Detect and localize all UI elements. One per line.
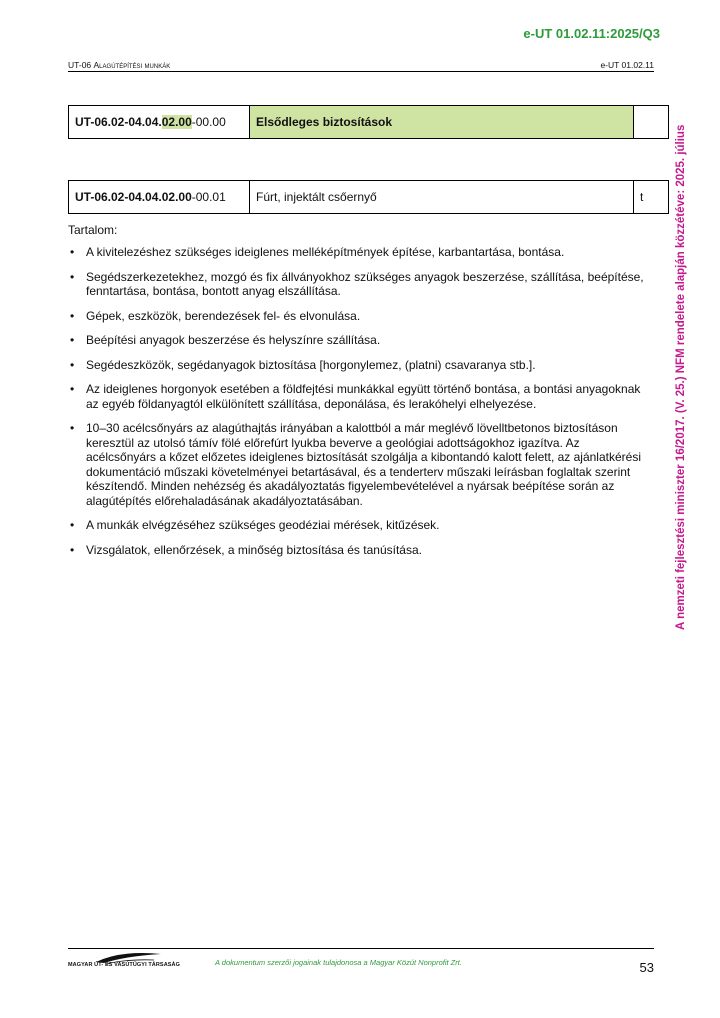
section-table xyxy=(68,105,669,139)
list-item: • A kivitelezéshez szükséges ideiglenes melléképítmények építése, karbantartása, bontása. xyxy=(70,245,565,259)
item-code xyxy=(69,181,250,214)
list-item: • 10–30 acélcsőnyárs az alagúthajtás irányában a kalottból a már meglévő lövelltbetonos biztosításon keresztül az utolsó támív fölé előrefúrt lyukba beverve a geológiai adottságokhoz igazítva. Az acélcsőnyárs a kőzet előzetes ideiglenes biztosítását szolgálja a kibontandó kalott felett, az ajánlatkérési dokumentáció műszaki követelményei betartásával, és a tenderterv műszaki leírásban foglaltak szerint készítendő. Minden nehézség és akadályoztatás figyelembevételével a nyársak beépítése során az alagútépítés előrehaladásának akadályoztatásában. xyxy=(70,421,641,508)
list-item: • Az ideiglenes horgonyok esetében a földfejtési munkákkal együtt történő bontása, a bontási anyagoknak az egyéb földanyagtól elkülönített szállítása, deponálása, és lerakóhelyi elhelyezése. xyxy=(70,382,641,411)
section-code-part1: UT-06.02-04.04. xyxy=(75,115,162,129)
header-doc-ref: e-UT 01.02.11 xyxy=(600,60,654,70)
section-code xyxy=(69,106,250,139)
header-section-title xyxy=(68,60,170,70)
section-unit-cell xyxy=(634,106,669,139)
list-item-text: Segédszerkezetekhez, mozgó és fix állványokhoz szükséges anyagok beszerzése, szállítása, beépítése, fenntartása, bontása, bontott anyag elszállítása. xyxy=(86,269,644,298)
copyright-notice: A dokumentum szerzői jogainak tulajdonosa a Magyar Közút Nonprofit Zrt. xyxy=(215,958,462,967)
list-item-text: Gépek, eszközök, berendezések fel- és elvonulása. xyxy=(86,308,361,323)
item-code-rest: -00.01 xyxy=(191,190,226,204)
content-label: Tartalom: xyxy=(68,223,118,237)
item-title: Fúrt, injektált csőernyő xyxy=(250,181,634,214)
list-item: • Beépítési anyagok beszerzése és helyszínre szállítása. xyxy=(70,333,381,347)
item-code-bold: UT-06.02-04.04.02.00 xyxy=(75,190,192,204)
list-item-text: A munkák elvégzéséhez szükséges geodéziai mérések, kitűzések. xyxy=(86,518,440,532)
list-item-text: Az ideiglenes horgonyok esetében a földfejtési munkákkal együtt történő bontása, a bontási anyagoknak az egyéb földanyagtól elkülönített szállítása, deponálása, és lerakóhelyi elhelyezése. xyxy=(86,382,641,411)
section-code-part2: 02.00 xyxy=(161,115,192,129)
list-item: • Vizsgálatok, ellenőrzések, a minőség biztosítása és tanúsítása. xyxy=(70,542,422,557)
page-number: 53 xyxy=(639,960,654,975)
document-code: e-UT 01.02.11:2025/Q3 xyxy=(523,26,660,41)
footer-divider xyxy=(68,948,654,949)
header-title: Alagútépítési munkák xyxy=(93,60,171,70)
item-table xyxy=(68,180,669,214)
society-name: MAGYAR ÚT- ÉS VASÚTÜGYI TÁRSASÁG xyxy=(68,962,180,968)
header-divider xyxy=(68,71,654,72)
header-prefix: UT-06 xyxy=(68,60,94,70)
list-item: • Segédeszközök, segédanyagok biztosítása [horgonylemez, (platni) csavaranya stb.]. xyxy=(70,357,536,372)
section-title: Elsődleges biztosítások xyxy=(250,106,634,139)
list-item-text: Vizsgálatok, ellenőrzések, a minőség biztosítása és tanúsítása. xyxy=(86,542,422,557)
item-unit: t xyxy=(634,181,669,214)
section-code-part3: -00.00 xyxy=(191,115,226,129)
side-publication-note: A nemzeti fejlesztési miniszter 16/2017. (V. 25.) NFM rendelete alapján közzétéve: 2025. július xyxy=(675,124,687,630)
list-item-text: 10–30 acélcsőnyárs az alagúthajtás irányában a kalottból a már meglévő lövelltbetonos biztosításon keresztül az utolsó támív fölé előrefúrt lyukba beverve a geológiai adottságokhoz igazítva. Az acélcsőnyárs a kőzet előzetes ideiglenes biztosítását szolgálja a kibontandó kalott felett, az ajánlatkérési dokumentáció műszaki követelményei betartásával, és a tenderterv műszaki leírásban foglaltak szerint készítendő. Minden nehézség és akadályoztatás figyelembevételével a nyársak beépítése során az alagútépítés előrehaladásának akadályoztatásában. xyxy=(86,421,641,508)
list-item-text: A kivitelezéshez szükséges ideiglenes melléképítmények építése, karbantartása, bontása. xyxy=(86,245,565,259)
list-item: • A munkák elvégzéséhez szükséges geodéziai mérések, kitűzések. xyxy=(70,518,440,532)
content-list xyxy=(68,245,648,567)
list-item-text: Segédeszközök, segédanyagok biztosítása [horgonylemez, (platni) csavaranya stb.]. xyxy=(86,357,536,372)
list-item: • Gépek, eszközök, berendezések fel- és elvonulása. xyxy=(70,308,361,323)
list-item-text: Beépítési anyagok beszerzése és helyszínre szállítása. xyxy=(86,333,381,347)
list-item: • Segédszerkezetekhez, mozgó és fix állványokhoz szükséges anyagok beszerzése, szállítása, beépítése, fenntartása, bontása, bontott anyag elszállítása. xyxy=(70,269,644,298)
